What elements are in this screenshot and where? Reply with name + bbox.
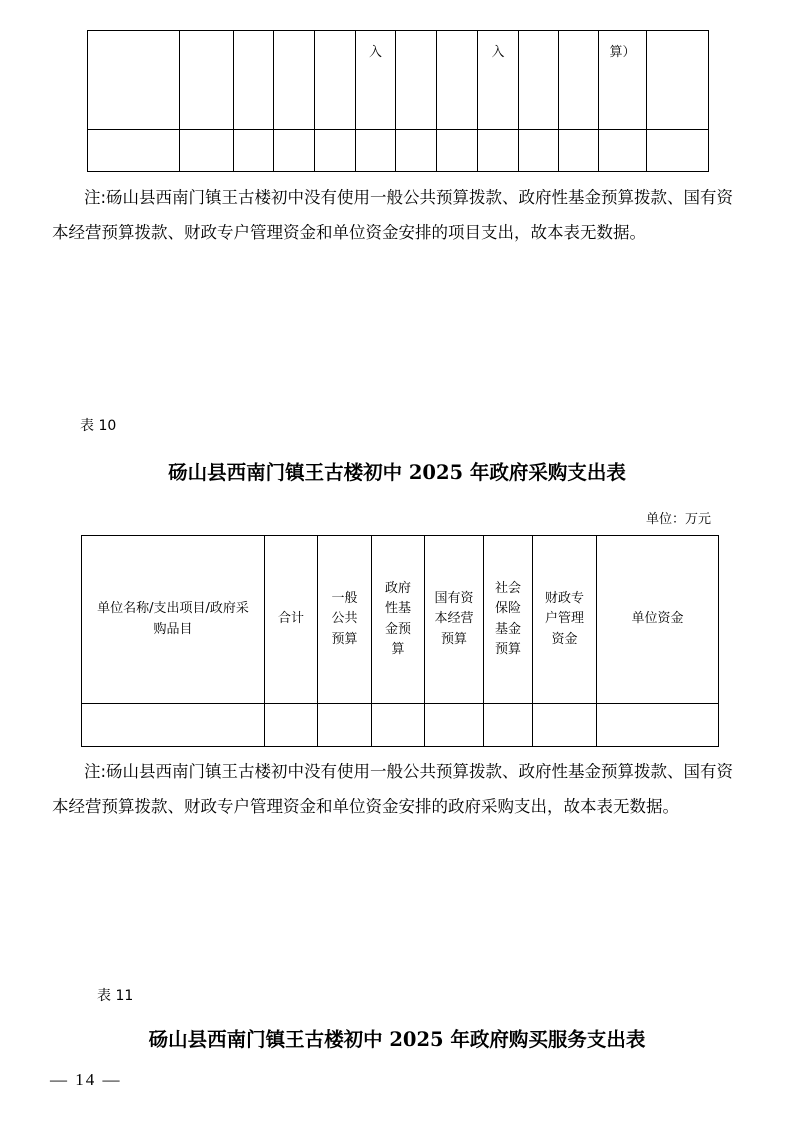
table-header-row [82, 536, 719, 704]
table-cell [559, 130, 599, 172]
table-cell [519, 130, 559, 172]
table-row [82, 704, 719, 747]
table-cell [647, 130, 709, 172]
table-cell [533, 704, 597, 747]
header-cell-fund-budget: 政府 性基 金预 算 [372, 536, 425, 704]
continued-table [87, 30, 709, 172]
table10-title: 砀山县西南门镇王古楼初中 2025 年政府采购支出表 [168, 461, 626, 484]
table-cell [599, 130, 647, 172]
table11-title: 砀山县西南门镇王古楼初中 2025 年政府购买服务支出表 [148, 1028, 646, 1051]
header-cell: 入 [356, 31, 396, 130]
table-cell [356, 130, 396, 172]
note-top: 注:砀山县西南门镇王古楼初中没有使用一般公共预算拨款、政府性基金预算拨款、国有资本经营预算拨款、财政专户管理资金和单位资金安排的项目支出，故本表无数据。 [52, 188, 734, 242]
table-cell [82, 704, 265, 747]
header-cell-general-budget: 一般 公共 预算 [318, 536, 372, 704]
table-cell [315, 130, 356, 172]
header-cell [647, 31, 709, 130]
table-cell [265, 704, 318, 747]
table-cell [478, 130, 519, 172]
table11-label: 表 11 [97, 988, 134, 1004]
procurement-table [81, 535, 719, 747]
header-cell-unit-name: 单位名称/支出项目/政府采 购品目 [82, 536, 265, 704]
header-cell-special-account: 财政专 户管理 资金 [533, 536, 597, 704]
header-cell [559, 31, 599, 130]
header-cell [234, 31, 274, 130]
header-cell: 算） [599, 31, 647, 130]
table-cell [180, 130, 234, 172]
header-cell-unit-funds: 单位资金 [597, 536, 719, 704]
table-cell [372, 704, 425, 747]
table10-label: 表 10 [80, 418, 117, 434]
table-cell [396, 130, 437, 172]
table-header-row [88, 31, 709, 130]
header-cell [315, 31, 356, 130]
table-cell [274, 130, 315, 172]
table-cell [484, 704, 533, 747]
unit-label: 单位：万元 [646, 512, 712, 527]
header-cell-total: 合计 [265, 536, 318, 704]
header-cell [519, 31, 559, 130]
table-row [88, 130, 709, 172]
header-cell [274, 31, 315, 130]
table-cell [597, 704, 719, 747]
note-table10: 注:砀山县西南门镇王古楼初中没有使用一般公共预算拨款、政府性基金预算拨款、国有资本经营预算拨款、财政专户管理资金和单位资金安排的政府采购支出，故本表无数据。 [52, 762, 734, 816]
header-cell [180, 31, 234, 130]
page-number: — 14 — [50, 1070, 122, 1089]
header-cell-state-capital: 国有资 本经营 预算 [425, 536, 484, 704]
header-cell-social-insurance: 社会 保险 基金 预算 [484, 536, 533, 704]
table-cell [234, 130, 274, 172]
table-cell [318, 704, 372, 747]
table-cell [437, 130, 478, 172]
header-cell [396, 31, 437, 130]
header-cell [88, 31, 180, 130]
header-cell [437, 31, 478, 130]
table-cell [425, 704, 484, 747]
header-cell: 入 [478, 31, 519, 130]
table-cell [88, 130, 180, 172]
